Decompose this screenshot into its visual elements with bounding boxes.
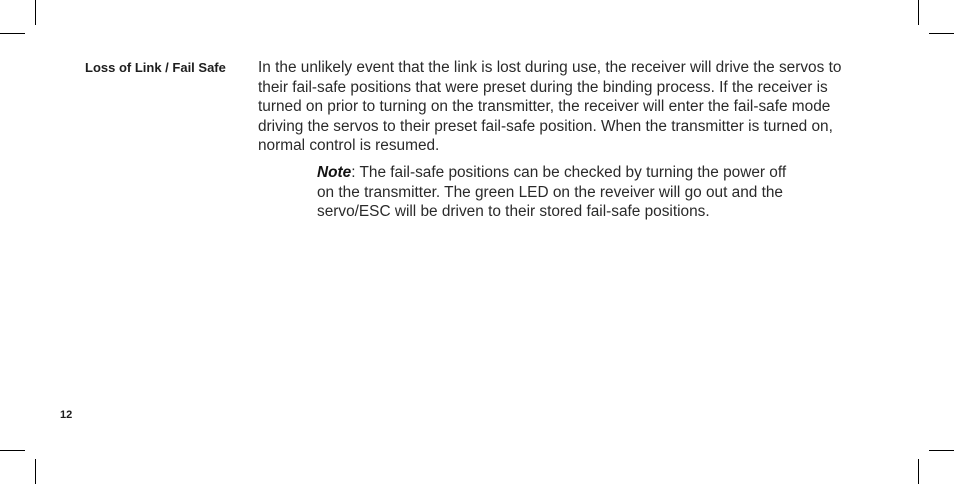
note-label: Note bbox=[317, 164, 352, 181]
crop-mark-top-right-horizontal bbox=[929, 33, 954, 34]
crop-mark-top-left-horizontal bbox=[0, 33, 25, 34]
crop-mark-top-left-vertical bbox=[35, 0, 36, 25]
crop-mark-bottom-left-vertical bbox=[35, 459, 36, 484]
crop-mark-bottom-left-horizontal bbox=[0, 450, 25, 451]
section-body-paragraph: In the unlikely event that the link is lost during use, the receiver will drive the servos to their fail-safe positions that were preset during the binding process. If the receiver is turned on prior to turning on the transmitter, the receiver will enter the fail-safe mode driving the servos to their preset fail-safe position. When the transmitter is turned on, normal control is resumed. bbox=[258, 59, 842, 155]
note-paragraph bbox=[317, 163, 797, 222]
note-text: : The fail-safe positions can be checked by turning the power off on the transmitter. The green LED on the reveiver will go out and the servo/ESC will be driven to their stored fail-safe positions. bbox=[317, 164, 787, 221]
section-heading: Loss of Link / Fail Safe bbox=[85, 60, 226, 75]
crop-mark-top-right-vertical bbox=[918, 0, 919, 25]
crop-mark-bottom-right-horizontal bbox=[929, 450, 954, 451]
crop-mark-bottom-right-vertical bbox=[918, 459, 919, 484]
page-number: 12 bbox=[60, 409, 73, 421]
